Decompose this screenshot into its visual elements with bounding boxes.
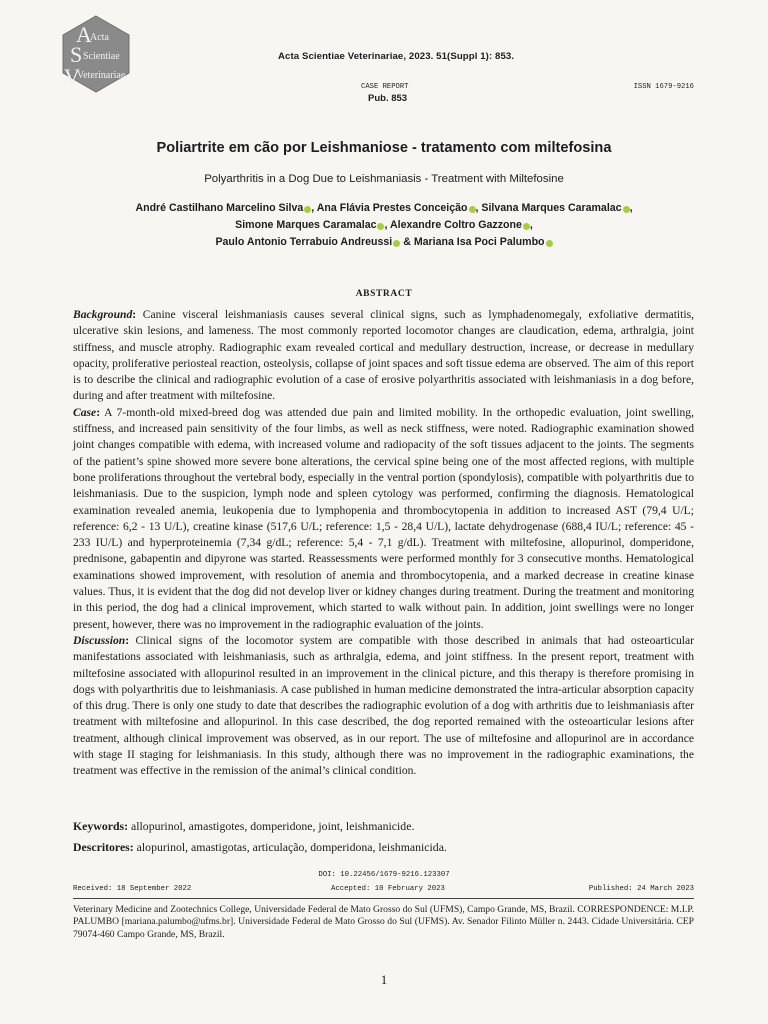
orcid-icon[interactable] [623,206,630,213]
author-ampersand: & [403,236,411,248]
logo-word-scientiae: Scientiae [83,51,120,62]
logo-word-acta: Acta [90,32,109,43]
logo-letter-s: S [70,42,83,67]
issn: ISSN 1679-9216 [633,83,694,91]
descritores [73,840,694,855]
author-name: Silvana Marques Caramalac [481,202,622,214]
keywords-label: Keywords: [73,819,129,833]
author-name: Alexandre Coltro Gazzone [390,219,522,231]
descritores-text: alopurinol, amastigotas, articulação, domperidona, leishmanicida. [136,840,447,854]
author-name: Ana Flávia Prestes Conceição [316,202,468,214]
publication-number: Pub. 853 [368,93,408,104]
descritores-label: Descritores: [73,840,134,854]
author-name: Mariana Isa Poci Palumbo [413,236,545,248]
logo-letter-a: A [76,22,92,47]
doi[interactable]: DOI: 10.22456/1679-9216.123307 [318,871,450,879]
article-subtitle: Polyarthritis in a Dog Due to Leishmaniasis - Treatment with Miltefosine [204,173,564,185]
discussion-text: Clinical signs of the locomotor system are compatible with those described in animals that had osteoarticular manifestations associated with leishmaniasis, such as arthralgia, edema, and joint stiffness. In the present report, treatment with miltefosine associated with allopurinol resulted in an improvement in the clinical picture, and this therapy is therefore promising in dogs with polyarthritis due to leishmaniasis. A case published in human medicine demonstrated the intra-articular absorption capacity of this drug. There is only one study to date that describes the radiographic evolution of a dog with arthritis due to leishmaniasis after treatment with miltefosine and allopurinol. In this case described, the dog reported remained with the osteoarticular lesions after treatment, although clinical improvement was observed, as in our report. The use of miltefosine and allopurinol are in accordance with stage II staging for leishmaniasis. In this study, although there was no improvement in the radiographic examinations, the treatment was effective in the remission of the animal’s clinical condition. [73,633,694,778]
keywords [73,819,694,834]
author-separator: , [384,219,388,231]
journal-logo [56,14,136,94]
author-line-1 [0,200,768,217]
author-separator: , [311,202,315,214]
orcid-icon[interactable] [546,240,553,247]
published-date: Published: 24 March 2023 [588,885,694,893]
abstract-heading: ABSTRACT [355,289,413,299]
journal-reference: Acta Scientiae Veterinariae, 2023. 51(Suppl 1): 853. [278,51,515,62]
discussion-label: Discussion [73,633,126,647]
author-line-3 [0,234,768,251]
case-text: A 7-month-old mixed-breed dog was attended due pain and limited mobility. In the orthopedic evaluation, joint swelling, stiffness, and increased pain sensitivity of the four limbs, as well as neck stiffness, were noted. Radiographic examination showed joint changes compatible with edema, with increased volume and radiopacity of the soft tissues adjacent to the joints. The segments of the patient’s spine showed more severe bone alterations, the cervical spine being one of the most affected regions, with multiple bone proliferations throughout the vertebral body, especially in the ventral portion (spondylosis), compatible with polyarthritis due to leishmaniasis. Due to the suspicion, lymph node and spleen cytology was performed, confirming the diagnosis. Hematological examination revealed anemia, leukopenia due to lymphopenia and thrombocytopenia in addition to increased AST (79,4 U/L; reference: 6,2 - 13 U/L), creatine kinase (517,6 U/L; reference: 1,5 - 28,4 U/L), lactate dehydrogenase (688,4 IU/L; reference: 45 - 233 IU/L) and hyperproteinemia (7,34 g/dL; reference: 5,4 - 7,1 g/dL). Treatment with miltefosine, allopurinol, domperidone, prednisone, gabapentin and dipyrone was started. Reassessments were performed monthly for 3 consecutive months. Hematological examinations showed improvement, with resolution of anemia and thrombocytopenia, and a marked decrease in creatine kinase values. Thus, it is evident that the dog did not develop liver or kidney changes during treatment. During the treatment and monitoring in this period, the dog had a clinical improvement, which started to walk without pain. In addition, joint swellings were no longer present, however, there was no improvement in the radiographic evaluation of the joints. [73,405,694,631]
logo-word-veterinariae: Veterinariae [77,70,126,81]
author-separator: , [529,219,533,231]
background-label: Background [73,308,133,321]
case-report-label: CASE REPORT [361,83,409,91]
page-number: 1 [380,972,388,987]
case-label: Case [73,405,97,419]
footer-divider [73,898,694,899]
author-separator: , [629,202,633,214]
keywords-text: allopurinol, amastigotes, domperidone, joint, leishmanicide. [131,819,415,833]
author-name: Simone Marques Caramalac [235,219,377,231]
logo-letter-v: V [64,64,80,89]
received-date: Received: 18 September 2022 [73,885,192,893]
orcid-icon[interactable] [523,223,530,230]
author-name: Paulo Antonio Terrabuio Andreussi [215,236,393,248]
orcid-icon[interactable] [469,206,476,213]
affiliation-note: Veterinary Medicine and Zootechnics College, Universidade Federal de Mato Grosso do Sul (UFMS), Campo Grande, MS, Brazil. CORRESPONDENCE: M.I.P. PALUMBO [mariana.palumbo@ufms.br]. Universidade Federal de Mato Grosso do Sul (UFMS). Av. Senador Filinto Müller n. 2443. Cidade Universitária. CEP 79074-460 Campo Grande, MS, Brazil. [73,904,694,940]
author-name: André Castilhano Marcelino Silva [135,202,304,214]
author-separator: , [475,202,479,214]
orcid-icon[interactable] [393,240,400,247]
abstract-body [73,307,694,780]
author-line-2 [0,217,768,234]
abstract-background: Background: Canine visceral leishmaniasis causes several clinical signs, such as lymphadenomegaly, exfoliative dermatitis, ulcerative skin lesions, and lameness. The most commonly reported locomotor changes are claudication, edema, arthralgia, joint stiffness, and muscle atrophy. Radiographic exam revealed cortical and medullary destruction, increase, or decrease in medullary opacity, proliferative periosteal reaction, osteolysis, collapse of joint spaces and soft tissue edema are observed. The aim of this report is to describe the clinical and radiographic evolution of a case of erosive polyarthritis associated with leishmaniasis in a dog before, during and after treatment with miltefosine. [73,308,694,403]
article-title: Poliartrite em cão por Leishmaniose - tratamento com miltefosina [156,140,612,156]
abstract-case: Case: A 7-month-old mixed-breed dog was attended due pain and limited mobility. In the orthopedic evaluation, joint swelling, stiffness, and increased pain sensitivity of the four limbs, as well as neck stiffness, were noted. Radiographic examination showed joint changes compatible with edema, with increased volume and radiopacity of the soft tissues adjacent to the joints. The segments of the patient’s spine showed more severe bone alterations, the cervical spine being one of the most affected regions, with multiple bone proliferations throughout the vertebral body, especially in the ventral portion (spondylosis), compatible with polyarthritis due to leishmaniasis. Due to the suspicion, lymph node and spleen cytology was performed, confirming the diagnosis. Hematological examination revealed anemia, leukopenia due to lymphopenia and thrombocytopenia in addition to increased AST (79,4 U/L; reference: 6,2 - 13 U/L), creatine kinase (517,6 U/L; reference: 1,5 - 28,4 U/L), lactate dehydrogenase (688,4 IU/L; reference: 45 - 233 IU/L) and hyperproteinemia (7,34 g/dL; reference: 5,4 - 7,1 g/dL). Treatment with miltefosine, allopurinol, domperidone, prednisone, gabapentin and dipyrone was started. Reassessments were performed monthly for 3 consecutive months. Hematological examinations showed improvement, with resolution of anemia and thrombocytopenia, and a marked decrease in creatine kinase values. Thus, it is evident that the dog did not develop liver or kidney changes during treatment. During the treatment and monitoring in this period, the dog had a clinical improvement, which started to walk without pain. In addition, joint swellings were no longer present, however, there was no improvement in the radiographic evaluation of the joints. [73,405,694,631]
author-list [0,200,768,251]
abstract-discussion: Discussion: Clinical signs of the locomotor system are compatible with those described in animals that had osteoarticular manifestations associated with leishmaniasis, such as arthralgia, edema, and joint stiffness. In the present report, treatment with miltefosine associated with allopurinol resulted in an improvement in the clinical picture, and this therapy is therefore promising in dogs with polyarthritis due to leishmaniasis. A case published in human medicine demonstrated the intra-articular absorption capacity of this drug. There is only one study to date that describes the radiographic evolution of a dog with arthritis due to leishmaniasis after treatment with miltefosine and allopurinol. In this case described, the dog reported remained with the osteoarticular lesions after treatment, although clinical improvement was observed, as in our report. The use of miltefosine and allopurinol are in accordance with stage II staging for leishmaniasis. In this study, although there was no improvement in the radiographic examinations, the treatment was effective in the remission of the animal’s clinical condition. [73,633,694,778]
background-text: Canine visceral leishmaniasis causes several clinical signs, such as lymphadenomegaly, exfoliative dermatitis, ulcerative skin lesions, and lameness. The most commonly reported locomotor changes are claudication, edema, arthralgia, joint stiffness, and muscle atrophy. Radiographic exam revealed cortical and medullary destruction, increase, or decrease in medullary opacity, proliferative periosteal reaction, osteolysis, collapse of joint spaces and soft tissue edema are observed. The aim of this report is to describe the clinical and radiographic evolution of a case of erosive polyarthritis associated with leishmaniasis in a dog before, during and after treatment with miltefosine. [73,308,694,403]
accepted-date: Accepted: 10 February 2023 [331,885,445,893]
